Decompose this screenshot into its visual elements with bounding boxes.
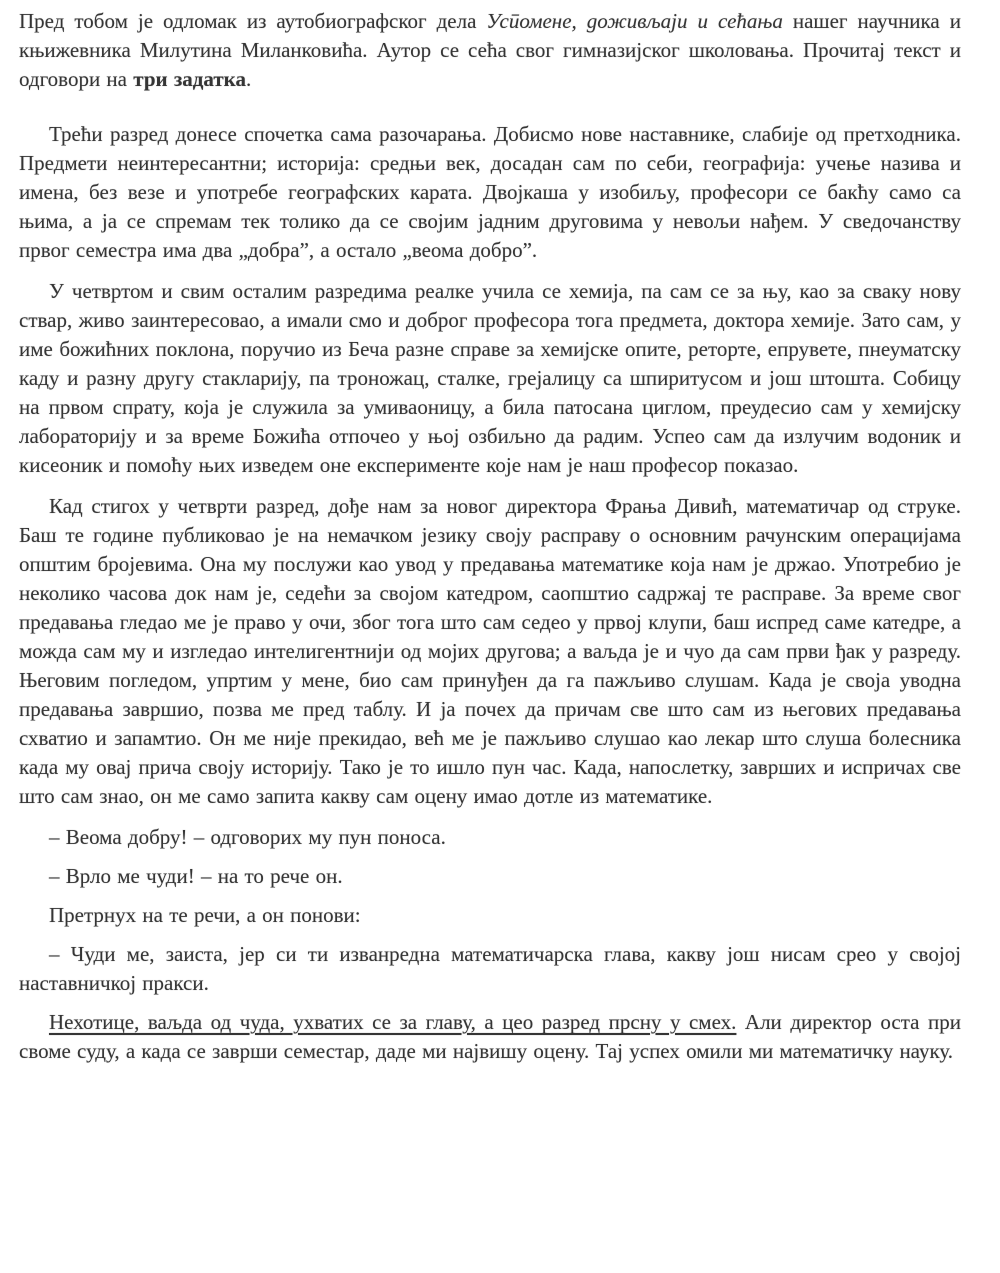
- intro-paragraph: [19, 7, 961, 94]
- closing-text-rest: Али директор оста при своме суду, а када се заврши семестар, даде ми највишу оцену. Тај успех омили ми математичку науку.: [19, 1010, 961, 1063]
- excerpt-paragraph-1: Трећи разред донесе спочетка сама разочарања. Добисмо нове наставнике, слабије од претходника. Предмети неинтересантни; историја: средњи век, досадан сам по себи, географија: учење назива и имена, без везе и употребе географских карата. Двојкаша у изобиљу, професори се бакћу само са њима, а ја се спремам тек толико да се својим јадним друговима у невољи нађем. У сведочанству првог семестра има два „добра”, а остало „веома добро”.: [19, 122, 961, 262]
- dialogue-line-1: – Веома добру! – одговорих му пун поноса.: [49, 825, 446, 849]
- book-title-italic: Успомене, доживљаји и сећања: [486, 9, 783, 33]
- excerpt-paragraph-3: Кад стигох у четврти разред, дође нам за новог директора Фрања Дивић, математичар од струке. Баш те године публиковао је на немачком језику своју расправу о основним рачунским операцијама општим бројевима. Она му послужи као увод у предавања математике која нам је држао. Употребио је неколико часова док нам је, седећи за својом катедром, саопштио садржај те расправе. За време свог предавања гледао ме је право у очи, због тога што сам седео у првој клупи, баш испред саме катедре, а можда сам му и изгледао интелигентнији од мојих другова; а ваљда је и чуо да сам први ђак у разреду. Његовим погледом, упртим у мене, био сам принуђен да га пажљиво слушам. Када је своја уводна предавања завршио, позва ме пред таблу. И ја почех да причам све што сам из његових предавања схватио и запамтио. Он ме није прекидао, већ ме је пажљиво слушао као лекар што слуша болесника када му овај прича своју историју. Тако је то ишло пун час. Када, напослетку, заврших и испричах све што сам знао, он ме само запита какву сам оцену имао дотле из математике.: [19, 494, 961, 808]
- underlined-sentence: Нехотице, ваљда од чуда, ухватих се за главу, а цео разред прсну у смех.: [49, 1010, 737, 1034]
- dialogue-line-4: – Чуди ме, заиста, јер си ти изванредна математичарска глава, какву још нисам срео у својој наставничкој пракси.: [19, 942, 961, 995]
- intro-text-part3: .: [245, 67, 252, 91]
- intro-text-part1: Пред тобом је одломак из аутобиографског дела: [19, 9, 487, 33]
- intro-text-part2: нашег научника и књижевника Милутина Миланковића. Аутор се сећа свог гимназијског школовања. Прочитај текст и одговори на: [19, 9, 961, 91]
- excerpt-paragraph-2: У четвртом и свим осталим разредима реалке учила се хемија, па сам се за њу, као за сваку нову ствар, живо заинтересовао, а имали смо и доброг професора тога предмета, доктора хемије. Зато сам, у име божићних поклона, поручио из Беча разне справе за хемијске опите, реторте, епрувете, пнеуматску каду и разну другу стакларију, па троножац, сталке, грејалицу са шпиритусом и још штошта. Собицу на првом спрату, која је служила за умиваоницу, а била патосана циглом, преудесио сам у хемијску лабораторију и за време Божића отпочео у њој озбиљно да радим. Успео сам да излучим водоник и кисеоник и помоћу њих изведем оне експерименте које нам је наш професор показао.: [19, 279, 961, 477]
- dialogue-line-2: – Врло ме чуди! – на то рече он.: [49, 864, 343, 888]
- tasks-count-bold: три задатка: [133, 67, 246, 91]
- dialogue-line-3: Претрнух на те речи, а он понови:: [49, 903, 361, 927]
- closing-paragraph: [19, 1008, 961, 1066]
